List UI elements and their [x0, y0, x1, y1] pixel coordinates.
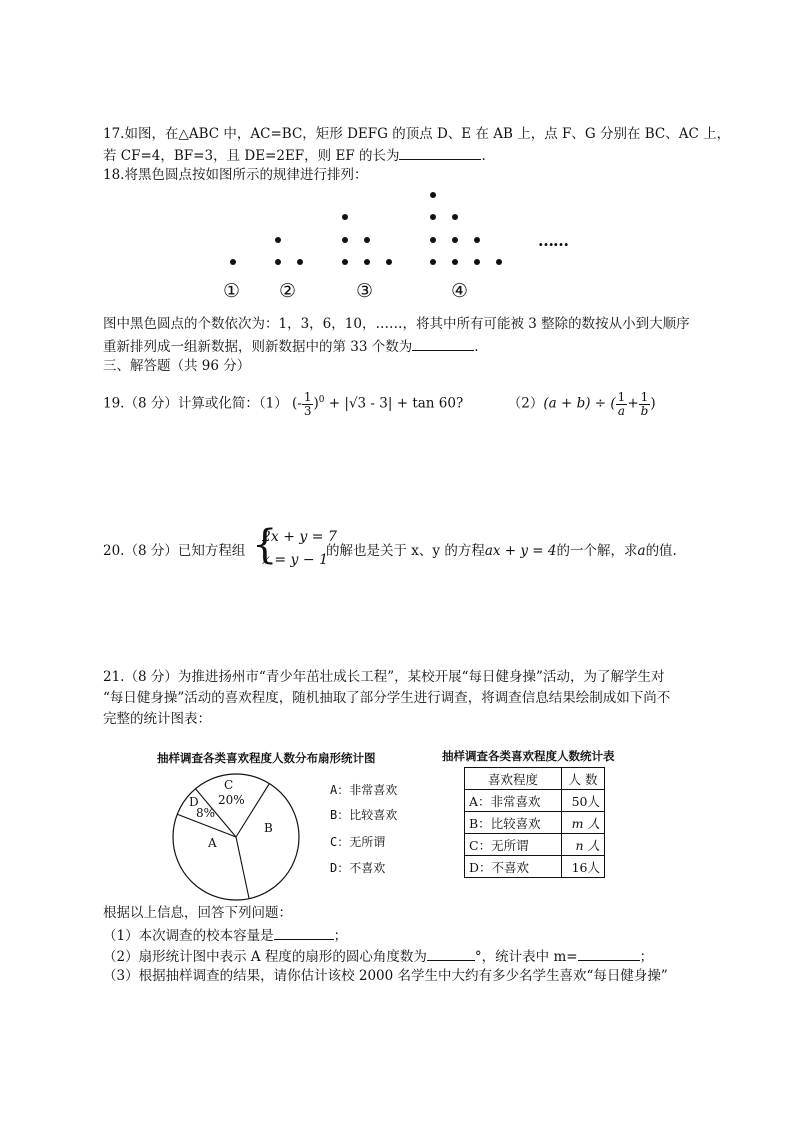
q18-intro: 18.将黑色圆点按如图所示的规律进行排列： — [103, 167, 368, 183]
frac-num: 1 — [639, 391, 651, 405]
table-cell: 16人 — [562, 856, 605, 878]
dot — [474, 237, 480, 243]
q17-line2-end: . — [481, 148, 486, 164]
q17-line2-text: 若 CF=4，BF=3，且 DE=2EF，则 EF 的长为 — [103, 148, 400, 164]
q21-line1: 21.（8 分）为推进扬州市“青少年茁壮成长工程”，某校开展“每日健身操”活动，为了解学生对 — [103, 669, 665, 685]
dot — [452, 237, 458, 243]
table-row — [465, 790, 605, 812]
q17-line2 — [103, 145, 486, 165]
q17-line1: 17.如图，在△ABC 中，AC=BC，矩形 DEFG 的顶点 D、E 在 AB 上，点 F、G 分别在 BC、AC 上， — [103, 126, 731, 142]
dot — [342, 237, 348, 243]
dots-ellipsis: …… — [538, 231, 568, 250]
header-cell: 喜欢程度 — [465, 768, 562, 790]
table-header-row — [465, 768, 605, 790]
pie-label-c: C — [224, 778, 234, 792]
dot — [430, 237, 436, 243]
header-cell: 人 数 — [562, 768, 605, 790]
pie-label-a: A — [208, 836, 217, 850]
legend-item-c: C：无所谓 — [330, 835, 386, 849]
q18-line2 — [103, 336, 479, 356]
table-cell: 50人 — [562, 790, 605, 812]
dot — [430, 214, 436, 220]
table-row — [465, 834, 605, 856]
section-3-heading: 三、解答题（共 96 分） — [103, 358, 251, 374]
q19-part2-expr: (a + b) ÷ ( — [543, 395, 616, 412]
dot — [297, 259, 303, 265]
q21-sub2-mid: °，统计表中 m= — [474, 949, 578, 965]
frac-den: 3 — [303, 403, 312, 418]
figure-label-1: ① — [223, 280, 241, 302]
pie-label-d: D — [189, 795, 199, 809]
legend-item-d: D：不喜欢 — [330, 861, 386, 875]
pie-value-c: 20% — [218, 793, 245, 807]
dot — [275, 259, 281, 265]
figure-label-2: ② — [279, 280, 297, 302]
q20-rest — [326, 542, 677, 560]
dot — [342, 259, 348, 265]
dot — [430, 192, 436, 198]
figure-label-3: ③ — [356, 280, 374, 302]
pie-chart — [166, 767, 306, 907]
q20-text-b: 的一个解，求 — [556, 543, 638, 559]
q19-fraction — [302, 391, 314, 418]
stats-table — [464, 767, 605, 878]
q21-sub1-text: （1）本次调查的校本容量是 — [103, 928, 274, 944]
q19-abs-expr: + |√3 - 3| + tan 60? — [328, 395, 464, 412]
pie-value-d: 8% — [196, 806, 216, 820]
q18-answer-blank[interactable] — [412, 336, 474, 351]
q21-sub2-blank-m[interactable] — [578, 946, 640, 961]
q21-after: 根据以上信息，回答下列问题： — [103, 905, 292, 921]
q21-line2: “每日健身操”活动的喜欢程度，随机抽取了部分学生进行调查，将调查信息结果绘制成如下尚不 — [103, 690, 671, 706]
pie-chart-title: 抽样调查各类喜欢程度人数分布扇形统计图 — [157, 751, 376, 765]
q19-open: (- — [292, 395, 302, 412]
q18-line1: 图中黑色圆点的个数依次为：1，3，6，10，……，将其中所有可能被 3 整除的数按从小到大顺序 — [103, 316, 690, 332]
q20-text-c: 的值. — [645, 543, 677, 559]
table-row — [465, 856, 605, 878]
frac-num: 1 — [617, 389, 626, 404]
table-cell: A：非常喜欢 — [465, 790, 562, 812]
q19-frac-b — [639, 391, 651, 418]
q21-sub2-end: ； — [639, 949, 654, 965]
table-cell: n 人 — [562, 834, 605, 856]
figure-label-4: ④ — [451, 280, 469, 302]
dot — [275, 237, 281, 243]
table-cell: B：比较喜欢 — [465, 812, 562, 834]
q21-sub2-blank-angle[interactable] — [427, 946, 475, 961]
q20-var-a: a — [637, 543, 646, 559]
q19-plus: + — [627, 395, 639, 412]
dot — [452, 259, 458, 265]
q20-eq2: x = y − 1 — [262, 552, 328, 568]
q20-eq1: 2x + y = 7 — [262, 529, 337, 545]
legend-item-b: B：比较喜欢 — [330, 808, 398, 822]
q20-system-brace: { — [252, 522, 278, 568]
q18-line2-end: . — [474, 339, 479, 355]
frac-den: a — [617, 403, 626, 418]
frac-den: b — [640, 403, 649, 418]
dot — [474, 259, 480, 265]
frac-num: 1 — [303, 389, 312, 404]
table-row — [465, 812, 605, 834]
dot — [364, 259, 370, 265]
q20-prefix: 20.（8 分）已知方程组 — [103, 543, 246, 559]
q21-sub3: （3）根据抽样调查的结果，请你估计该校 2000 名学生中大约有多少名学生喜欢“每日健身操” — [103, 968, 668, 984]
q19-prefix: 19.（8 分）计算或化简：（1） — [103, 395, 288, 412]
q21-line3: 完整的统计图表： — [103, 711, 211, 727]
pie-boundary-b-a — [236, 837, 249, 899]
q19-exponent: 0 — [318, 395, 325, 405]
q19-frac-a — [616, 391, 628, 418]
dot — [364, 237, 370, 243]
q21-sub1 — [103, 925, 347, 945]
table-cell: m 人 — [562, 812, 605, 834]
legend-item-a: A：非常喜欢 — [330, 783, 398, 797]
q20-text-a: 的解也是关于 x、y 的方程 — [326, 543, 485, 559]
dot — [452, 214, 458, 220]
dot — [430, 259, 436, 265]
q21-sub2-text: （2）扇形统计图中表示 A 程度的扇形的圆心角度数为 — [103, 949, 427, 965]
q20-eq3: ax + y = 4 — [484, 543, 557, 559]
table-cell: C：无所谓 — [465, 834, 562, 856]
q21-sub1-end: ； — [333, 928, 348, 944]
q19 — [103, 385, 656, 419]
table-cell: D：不喜欢 — [465, 856, 562, 878]
dot — [230, 259, 236, 265]
q19-close: ) — [313, 395, 319, 412]
dot — [386, 259, 392, 265]
table-title: 抽样调查各类喜欢程度人数统计表 — [442, 749, 615, 763]
q17-answer-blank[interactable] — [399, 145, 481, 160]
q21-sub2 — [103, 946, 653, 966]
q18-line2-text: 重新排列成一组新数据，则新数据中的第 33 个数为 — [103, 339, 413, 355]
dot — [496, 259, 502, 265]
q19-part2-label: （2） — [507, 395, 544, 412]
q19-close-paren: ) — [650, 395, 656, 412]
q21-sub1-blank[interactable] — [274, 925, 334, 940]
pie-label-b: B — [264, 821, 273, 835]
dot — [342, 214, 348, 220]
